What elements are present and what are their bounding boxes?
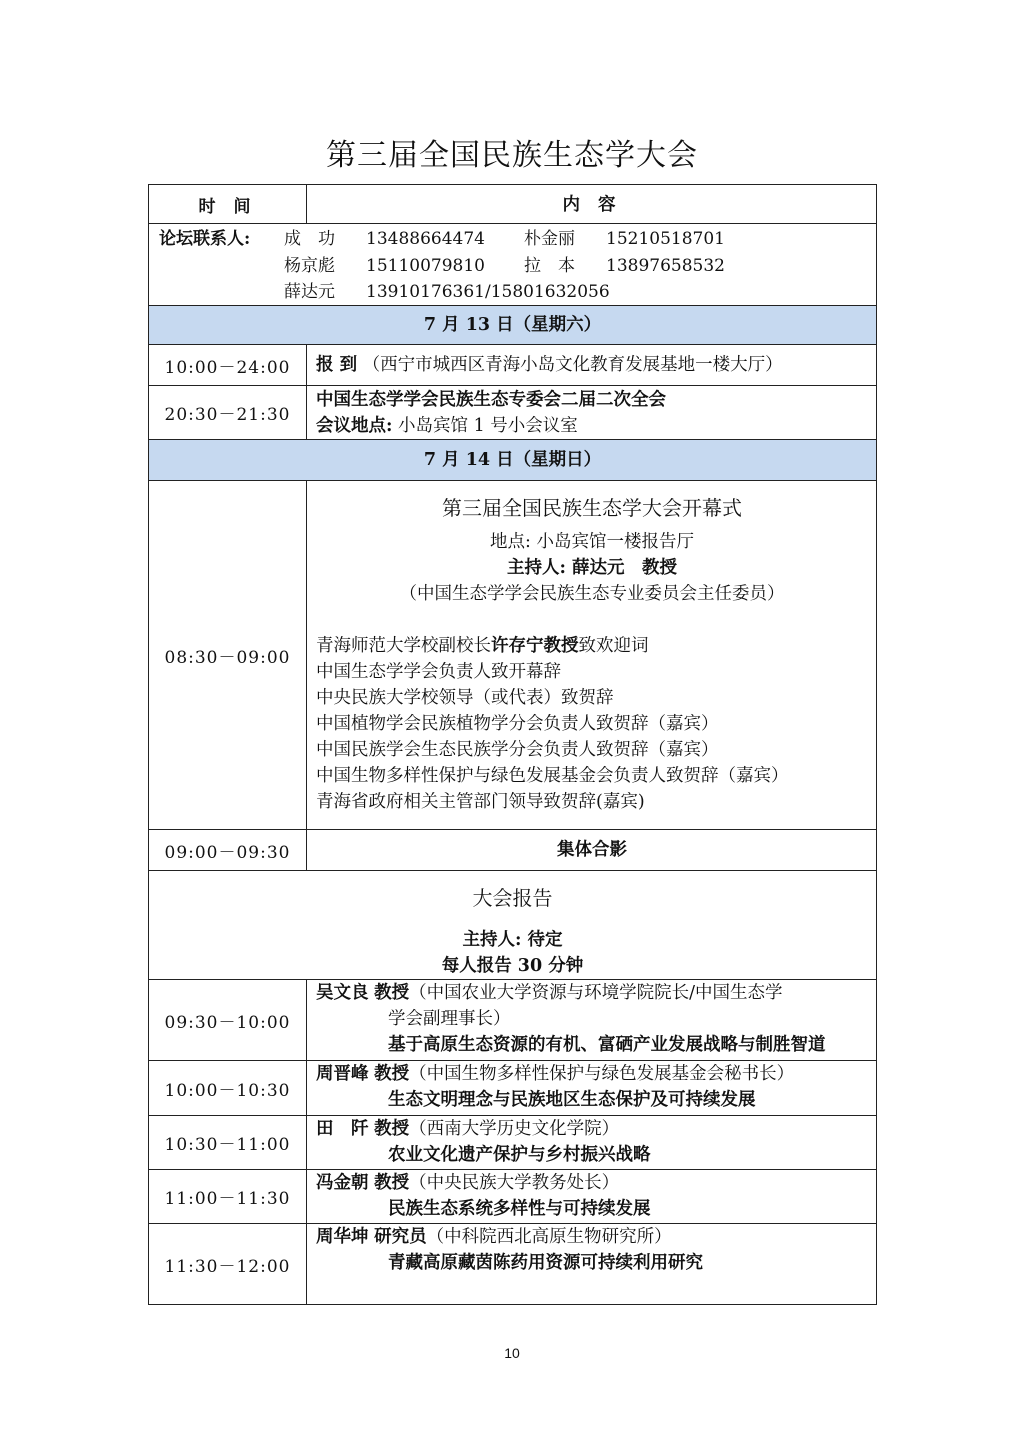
- page-title: 第三届全国民族生态学大会: [326, 138, 698, 173]
- time-cell: 08:30－09:00: [149, 481, 307, 829]
- speaker-title: 研究员: [374, 1227, 427, 1247]
- opening-item: 中央民族大学校领导（或代表）致贺辞: [316, 688, 614, 708]
- speaker-affiliation: （中国农业大学资源与环境学院院长/中国生态学: [409, 983, 783, 1003]
- speaker-title: 教授: [374, 983, 410, 1003]
- meeting-row: [148, 385, 877, 440]
- contact-phone: 15110079810: [366, 255, 485, 276]
- contacts-row: [148, 223, 877, 306]
- day-label: 7 月 13 日（星期六）: [423, 315, 602, 335]
- opening-item: 中国生物多样性保护与绿色发展基金会负责人致贺辞（嘉宾）: [316, 766, 789, 786]
- contact-phone: 15210518701: [606, 229, 725, 249]
- registration-detail: （西宁市城西区青海小岛文化教育发展基地一楼大厅）: [362, 355, 783, 375]
- contact-line-1: [159, 226, 866, 253]
- talk-row: [148, 1115, 877, 1170]
- day-row-1: [148, 305, 877, 345]
- speaker-affiliation-cont: 学会副理事长）: [388, 1009, 511, 1029]
- time-cell: 11:30－12:00: [149, 1224, 307, 1304]
- contacts-label: 论坛联系人:: [159, 229, 251, 249]
- time-cell: 11:00－11:30: [149, 1170, 307, 1223]
- talk-topic: 生态文明理念与民族地区生态保护及可持续发展: [388, 1090, 756, 1110]
- header-time: 时 间: [149, 185, 307, 223]
- speaker-name: 冯金朝: [316, 1173, 369, 1193]
- speaker-name: 周华坤: [316, 1227, 369, 1247]
- talk-row: [148, 979, 877, 1061]
- contact-name: 拉 本: [524, 255, 575, 276]
- talk-row: [148, 1169, 877, 1224]
- speaker-name: 周晋峰: [316, 1064, 369, 1084]
- day-row-2: [148, 439, 877, 481]
- talk-topic: 青藏高原藏茵陈药用资源可持续利用研究: [388, 1253, 703, 1273]
- contact-line-2: [159, 253, 866, 280]
- contact-name: 薛达元: [284, 282, 335, 302]
- opening-item: 青海省政府相关主管部门领导致贺辞(嘉宾): [316, 792, 645, 812]
- talk-topic: 民族生态系统多样性与可持续发展: [388, 1199, 651, 1219]
- photo-row: [148, 829, 877, 871]
- meeting-location: 小岛宾馆 1 号小会议室: [398, 416, 578, 436]
- contact-phone: 13488664474: [366, 229, 485, 249]
- speaker-affiliation: （中科院西北高原生物研究所）: [426, 1227, 672, 1247]
- opening-item: 中国生态学学会负责人致开幕辞: [316, 662, 561, 682]
- speaker-affiliation: （中央民族大学教务处长）: [409, 1173, 620, 1193]
- opening-title: 第三届全国民族生态学大会开幕式: [442, 496, 742, 520]
- time-cell: 09:00－09:30: [149, 830, 307, 870]
- contact-name: 成 功: [284, 229, 335, 249]
- contact-name: 杨京彪: [284, 255, 335, 276]
- opening-host-role: （中国生态学学会民族生态专业委员会主任委员）: [399, 584, 785, 604]
- speaker-title: 教授: [374, 1064, 410, 1084]
- speaker-name: 田 阡: [316, 1119, 369, 1139]
- meeting-title: 中国生态学学会民族生态专委会二届二次全会: [316, 390, 666, 410]
- contact-name: 朴金丽: [524, 229, 575, 249]
- opening-item: 中国民族学会生态民族学分会负责人致贺辞（嘉宾）: [316, 740, 719, 760]
- reports-duration: 每人报告 30 分钟: [441, 956, 584, 976]
- time-cell: 09:30－10:00: [149, 980, 307, 1060]
- registration-row: [148, 344, 877, 386]
- contact-phone: 13897658532: [606, 255, 725, 276]
- speaker-affiliation: （西南大学历史文化学院）: [409, 1119, 620, 1139]
- meeting-location-label: 会议地点:: [316, 416, 393, 436]
- speech-speaker: 许存宁教授: [491, 636, 579, 656]
- speaker-affiliation: （中国生物多样性保护与绿色发展基金会秘书长）: [409, 1064, 795, 1084]
- opening-host: 主持人: 薛达元 教授: [506, 558, 678, 578]
- time-cell: 10:00－10:30: [149, 1061, 307, 1115]
- talk-topic: 基于高原生态资源的有机、富硒产业发展战略与制胜智道: [388, 1035, 826, 1055]
- talk-row: [148, 1060, 877, 1116]
- page-number: 10: [504, 1345, 520, 1361]
- reports-title: 大会报告: [472, 886, 553, 910]
- opening-row: [148, 480, 877, 830]
- contact-line-3: [159, 279, 866, 306]
- opening-item: 中国植物学会民族植物学分会负责人致贺辞（嘉宾）: [316, 714, 719, 734]
- day-label: 7 月 14 日（星期日）: [423, 450, 602, 470]
- opening-speech: [316, 633, 868, 659]
- talk-topic: 农业文化遗产保护与乡村振兴战略: [388, 1145, 651, 1165]
- opening-location: 地点: 小岛宾馆一楼报告厅: [490, 532, 694, 552]
- time-cell: 10:30－11:00: [149, 1116, 307, 1169]
- table-header-row: [148, 184, 877, 224]
- time-cell: 20:30－21:30: [149, 386, 307, 439]
- reports-host: 主持人: 待定: [462, 930, 563, 950]
- speech-suffix: 致欢迎词: [578, 636, 649, 656]
- reports-heading-row: [148, 870, 877, 980]
- speaker-title: 教授: [374, 1173, 410, 1193]
- talk-row: [148, 1223, 877, 1305]
- speaker-name: 吴文良: [316, 983, 369, 1003]
- speech-prefix: 青海师范大学校副校长: [316, 636, 491, 656]
- header-content: 内 容: [562, 195, 622, 215]
- registration-label: 报 到: [316, 355, 358, 375]
- contact-phone: 13910176361/15801632056: [366, 282, 610, 302]
- photo-label: 集体合影: [557, 840, 627, 860]
- time-cell: 10:00－24:00: [149, 345, 307, 385]
- speaker-title: 教授: [374, 1119, 410, 1139]
